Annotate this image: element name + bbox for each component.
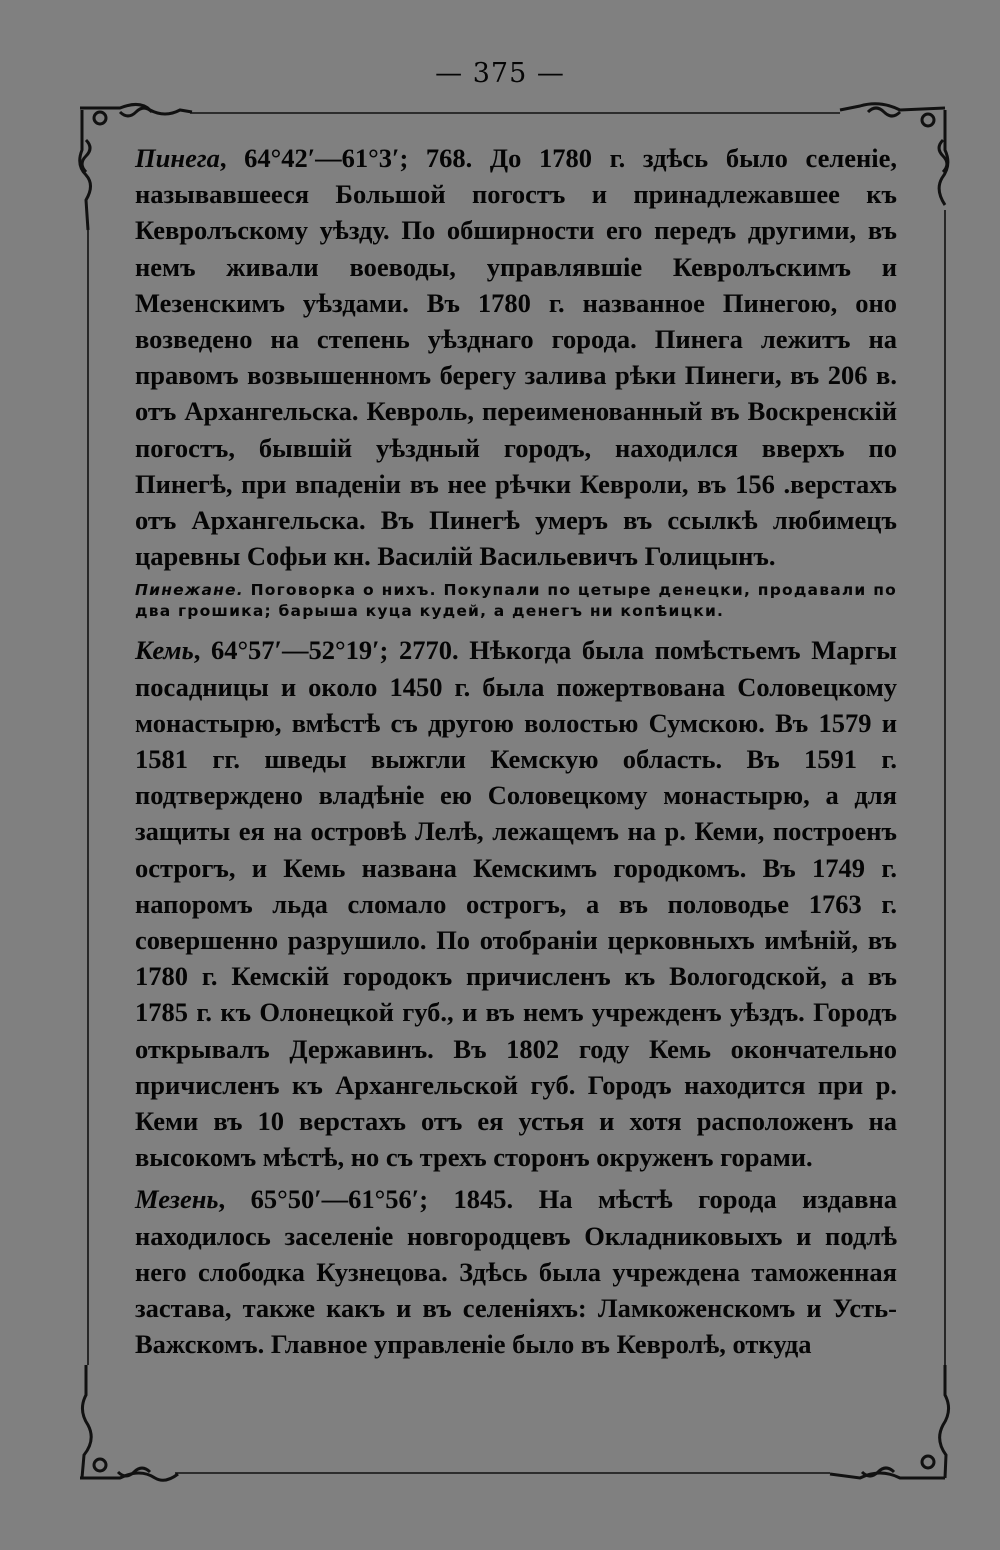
main-text (135, 140, 897, 1369)
entry-pinega (135, 140, 897, 574)
entry-name: Пинега (135, 143, 220, 173)
entry-name: Мезень (135, 1184, 219, 1215)
entry-text: , 64°42′—61°3′; 768. До 1780 г. здѣсь было селеніе, называвшееся Большой погостъ и принадлежавшее къ Кевролъскому уѣзду. По обширности его передъ другими, въ немъ живали воеводы, управлявшіе Кевролъскимъ и Мезенскимъ уѣздами. Въ 1780 г. названное Пинегою, оно возведено на степень уѣзднаго города. Пинега лежитъ на правомъ возвышенномъ берегу залива рѣки Пинеги, въ 206 в. отъ Архангельска. Кевроль, переименованный въ Воскренскій погостъ, бывшій уѣздный городъ, находился вверхъ по Пинегѣ, при впаденіи въ нее рѣчки Кевроли, въ 156 .верстахъ отъ Архангельска. Въ Пинегѣ умеръ въ ссылкѣ любимецъ царевны Софьи кн. Василій Васильевичъ Голицынъ. (135, 143, 897, 572)
note-name: Пинежане. (135, 581, 244, 600)
entry-kem (135, 632, 897, 1175)
entry-name: Кемь (135, 635, 194, 666)
entry-text: , 65°50′—61°56′; 1845. На мѣстѣ города издавна находилось заселеніе новгородцевъ Окладниковыхъ и подлѣ него слободка Кузнецова. Здѣсь была учреждена таможенная застава, также какъ и въ селеніяхъ: Ламкоженскомъ и Усть-Важскомъ. Главное управленіе было въ Кевролѣ, откуда (135, 1184, 897, 1360)
page-number: — 375 — (435, 58, 565, 89)
footnote-pinezhane (135, 580, 897, 622)
entry-text: , 64°57′—52°19′; 2770. Нѣкогда была помѣстьемъ Маргы посадницы и около 1450 г. была пожертвована Соловецкому монастырю, вмѣстѣ съ другою волостью Сумскою. Въ 1579 и 1581 гг. шведы выжгли Кемскую область. Въ 1591 г. подтверждено владѣніе ею Соловецкому монастырю, а для защиты ея на островѣ Лелѣ, лежащемъ на р. Кеми, построенъ острогъ, и Кемь названа Кемскимъ городкомъ. Въ 1749 г. напоромъ льда сломало острогъ, а въ половодье 1763 г. совершенно разрушило. По отобраніи церковныхъ имѣній, въ 1780 г. Кемскій городокъ причисленъ къ Вологодской, а въ 1785 г. къ Олонецкой губ., и въ немъ учрежденъ уѣздъ. Городъ открывалъ Державинъ. Въ 1802 году Кемь окончательно причисленъ къ Архангельской губ. Городъ находится при р. Кеми въ 10 верстахъ отъ ея устья и хотя расположенъ на высокомъ мѣстѣ, но съ трехъ сторонъ окруженъ горами. (135, 635, 897, 1173)
note-text: Поговорка о нихъ. Покупали по цетыре денецки, продавали по два грошика; барыша куца кудей, а денегъ ни копѣицки. (135, 581, 897, 621)
entry-mezen (135, 1181, 897, 1362)
